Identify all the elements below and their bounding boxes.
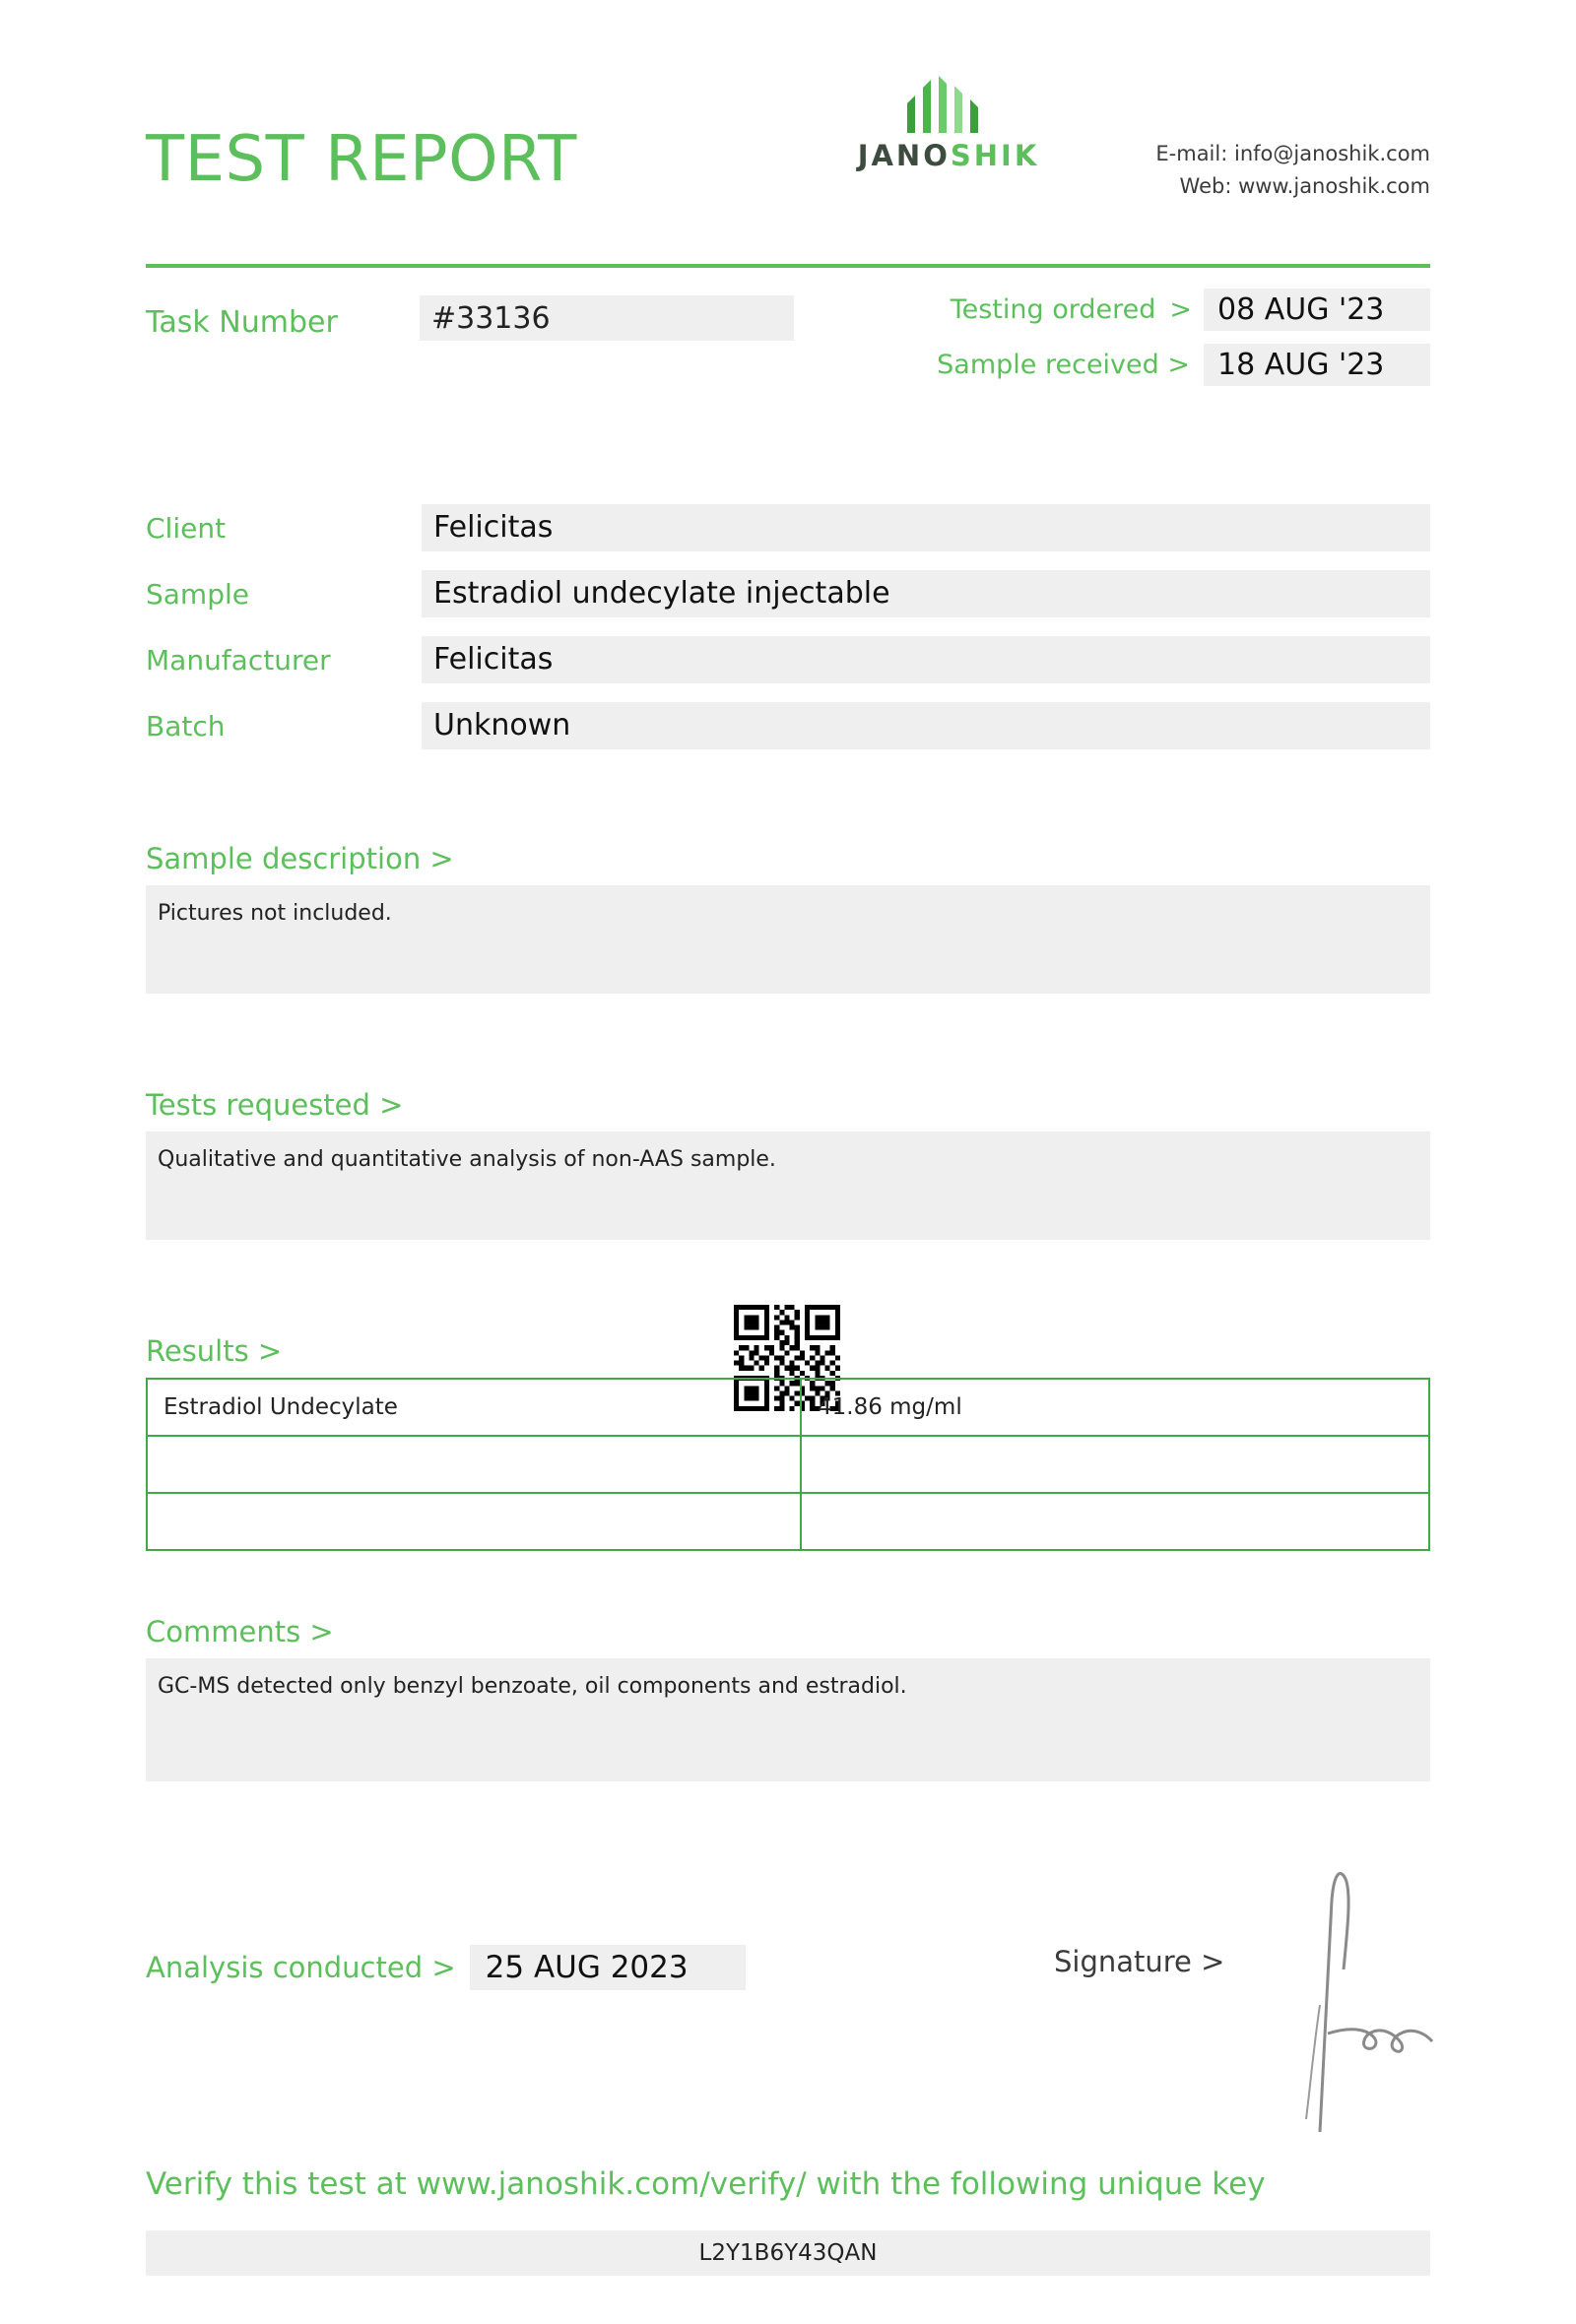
- comments-title: Comments >: [146, 1615, 334, 1648]
- batch-value: Unknown: [422, 702, 1430, 749]
- client-label: Client: [146, 511, 227, 545]
- sample-value: Estradiol undecylate injectable: [422, 570, 1430, 617]
- task-number-label: Task Number: [146, 305, 338, 340]
- result-name: Estradiol Undecylate: [147, 1379, 801, 1436]
- verify-text: Verify this test at www.janoshik.com/verify/ with the following unique key: [146, 2166, 1266, 2202]
- table-row: [147, 1493, 1429, 1550]
- dates-block: [879, 288, 1430, 398]
- logo-mountain-icon: [889, 74, 1008, 135]
- page-title: TEST REPORT: [146, 123, 577, 196]
- batch-label: Batch: [146, 709, 226, 742]
- result-value: [801, 1493, 1429, 1550]
- task-number-value: #33136: [420, 295, 794, 341]
- janoshik-logo: [835, 74, 1062, 172]
- manufacturer-label: Manufacturer: [146, 643, 331, 677]
- info-row-sample: [146, 570, 1430, 617]
- info-row-client: [146, 504, 1430, 551]
- results-title: Results >: [146, 1334, 283, 1368]
- sample-description-section: [146, 842, 1430, 994]
- comments-section: [146, 1615, 1430, 1781]
- analysis-conducted: [146, 1945, 746, 1990]
- comments-text: GC-MS detected only benzyl benzoate, oil components and estradiol.: [146, 1658, 1430, 1781]
- signature-mark: [1280, 1861, 1497, 2137]
- analysis-conducted-label: Analysis conducted >: [146, 1951, 456, 1984]
- contact-web: Web: www.janoshik.com: [1179, 173, 1430, 198]
- manufacturer-value: Felicitas: [422, 636, 1430, 683]
- results-section: [146, 1334, 1430, 1551]
- sample-received-label: Sample received >: [937, 349, 1190, 380]
- testing-ordered-caret: >: [1169, 293, 1192, 325]
- logo-text-green: SHIK: [950, 139, 1040, 172]
- sample-label: Sample: [146, 577, 249, 611]
- results-table: [146, 1378, 1430, 1551]
- tests-requested-section: [146, 1088, 1430, 1240]
- info-row-batch: [146, 702, 1430, 749]
- info-row-manufacturer: [146, 636, 1430, 683]
- task-row: [146, 291, 1430, 414]
- result-value: [801, 1436, 1429, 1493]
- testing-ordered-value: 08 AUG '23: [1204, 289, 1430, 331]
- analysis-conducted-value: 25 AUG 2023: [470, 1945, 746, 1990]
- tests-requested-text: Qualitative and quantitative analysis of non-AAS sample.: [146, 1131, 1430, 1240]
- tests-requested-title: Tests requested >: [146, 1088, 404, 1122]
- info-table: [146, 504, 1430, 768]
- testing-ordered-label: Testing ordered: [950, 293, 1156, 325]
- sample-received-row: [879, 343, 1430, 386]
- report-header: [146, 0, 1430, 197]
- header-divider: [146, 264, 1430, 268]
- unique-key: L2Y1B6Y43QAN: [146, 2230, 1430, 2276]
- logo-text-dark: JANO: [857, 139, 951, 172]
- result-value: 41.86 mg/ml: [801, 1379, 1429, 1436]
- logo-wordmark: [835, 139, 1062, 172]
- signature-label: Signature >: [1054, 1945, 1225, 1978]
- contact-block: [1155, 138, 1430, 202]
- testing-ordered-row: [879, 288, 1430, 331]
- result-name: [147, 1493, 801, 1550]
- sample-received-value: 18 AUG '23: [1204, 344, 1430, 386]
- client-value: Felicitas: [422, 504, 1430, 551]
- result-name: [147, 1436, 801, 1493]
- table-row: [147, 1379, 1429, 1436]
- table-row: [147, 1436, 1429, 1493]
- sample-description-text: Pictures not included.: [146, 885, 1430, 994]
- contact-email: E-mail: info@janoshik.com: [1155, 142, 1430, 165]
- sample-description-title: Sample description >: [146, 842, 454, 875]
